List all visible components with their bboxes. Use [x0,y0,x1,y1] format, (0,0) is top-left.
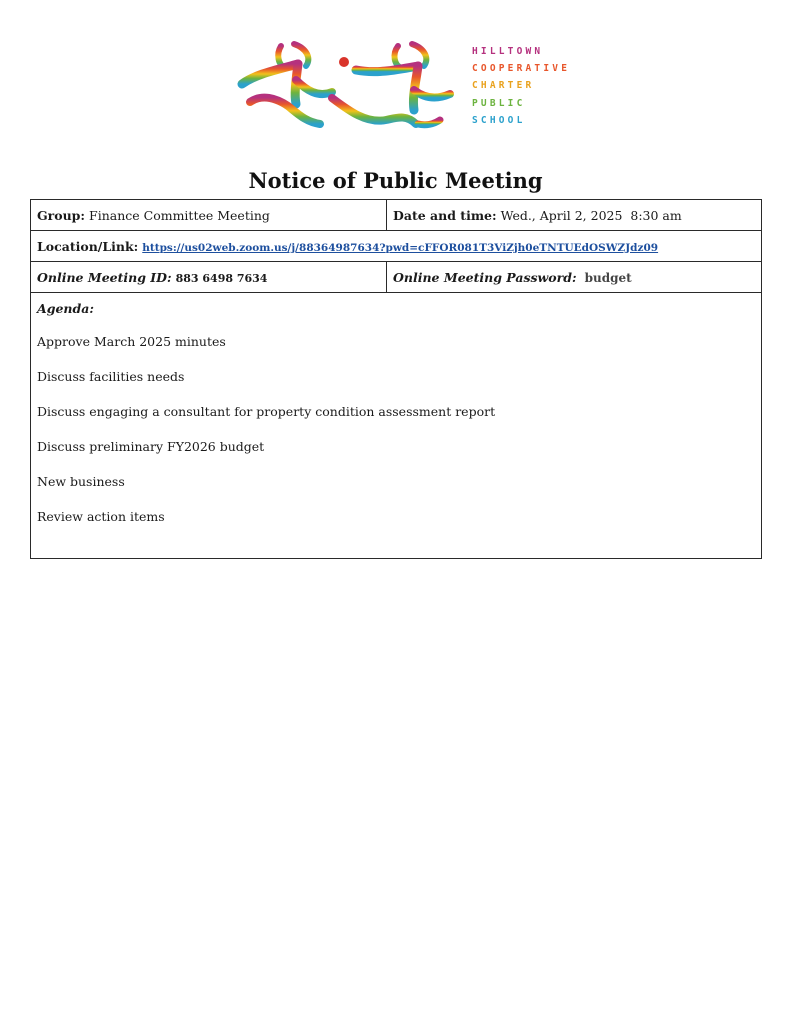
page-title: Notice of Public Meeting [248,168,543,193]
agenda-item: New business [37,474,125,489]
school-logo [236,40,576,130]
location-cell [31,231,762,262]
datetime-cell [387,200,762,231]
datetime-label: Date and time: [393,207,497,223]
meeting-id-cell [31,262,387,293]
location-label: Location/Link: [37,238,139,254]
logo-line-5: SCHOOL [472,114,526,126]
agenda-label: Agenda: [37,301,94,316]
logo-line-1: HILLTOWN [472,46,544,57]
agenda-item: Discuss preliminary FY2026 budget [37,439,265,454]
group-datetime-row [31,200,762,231]
logo-line-3: CHARTER [472,80,535,92]
group-cell [31,200,387,231]
meeting-notice-table [30,199,762,559]
agenda-row [31,293,762,559]
datetime-value: Wed., April 2, 2025 8:30 am [500,207,682,223]
password-cell [387,262,762,293]
agenda-item: Discuss facilities needs [37,369,185,384]
agenda-item: Approve March 2025 minutes [37,334,226,349]
meeting-id-value: 883 6498 7634 [175,271,268,285]
agenda-cell [31,293,762,559]
logo-line-4: PUBLIC [472,97,526,109]
rainbow-figures-logo-icon [236,40,466,130]
password-label: Online Meeting Password: [393,269,577,285]
group-value: Finance Committee Meeting [89,207,270,223]
school-name-logo-text [472,43,582,129]
location-row [31,231,762,262]
agenda-item: Discuss engaging a consultant for property condition assessment report [37,404,496,419]
agenda-list [37,332,755,526]
meeting-link[interactable]: https://us02web.zoom.us/j/88364987634?pwd=cFFOR081T3ViZjh0eTNTUEdOSWZJdz09 [142,241,659,254]
group-label: Group: [37,207,86,223]
logo-line-2: COOPERATIVE [472,63,571,75]
password-value: budget [584,270,632,285]
meeting-id-label: Online Meeting ID: [37,269,172,285]
online-credentials-row [31,262,762,293]
agenda-item: Review action items [37,509,165,524]
